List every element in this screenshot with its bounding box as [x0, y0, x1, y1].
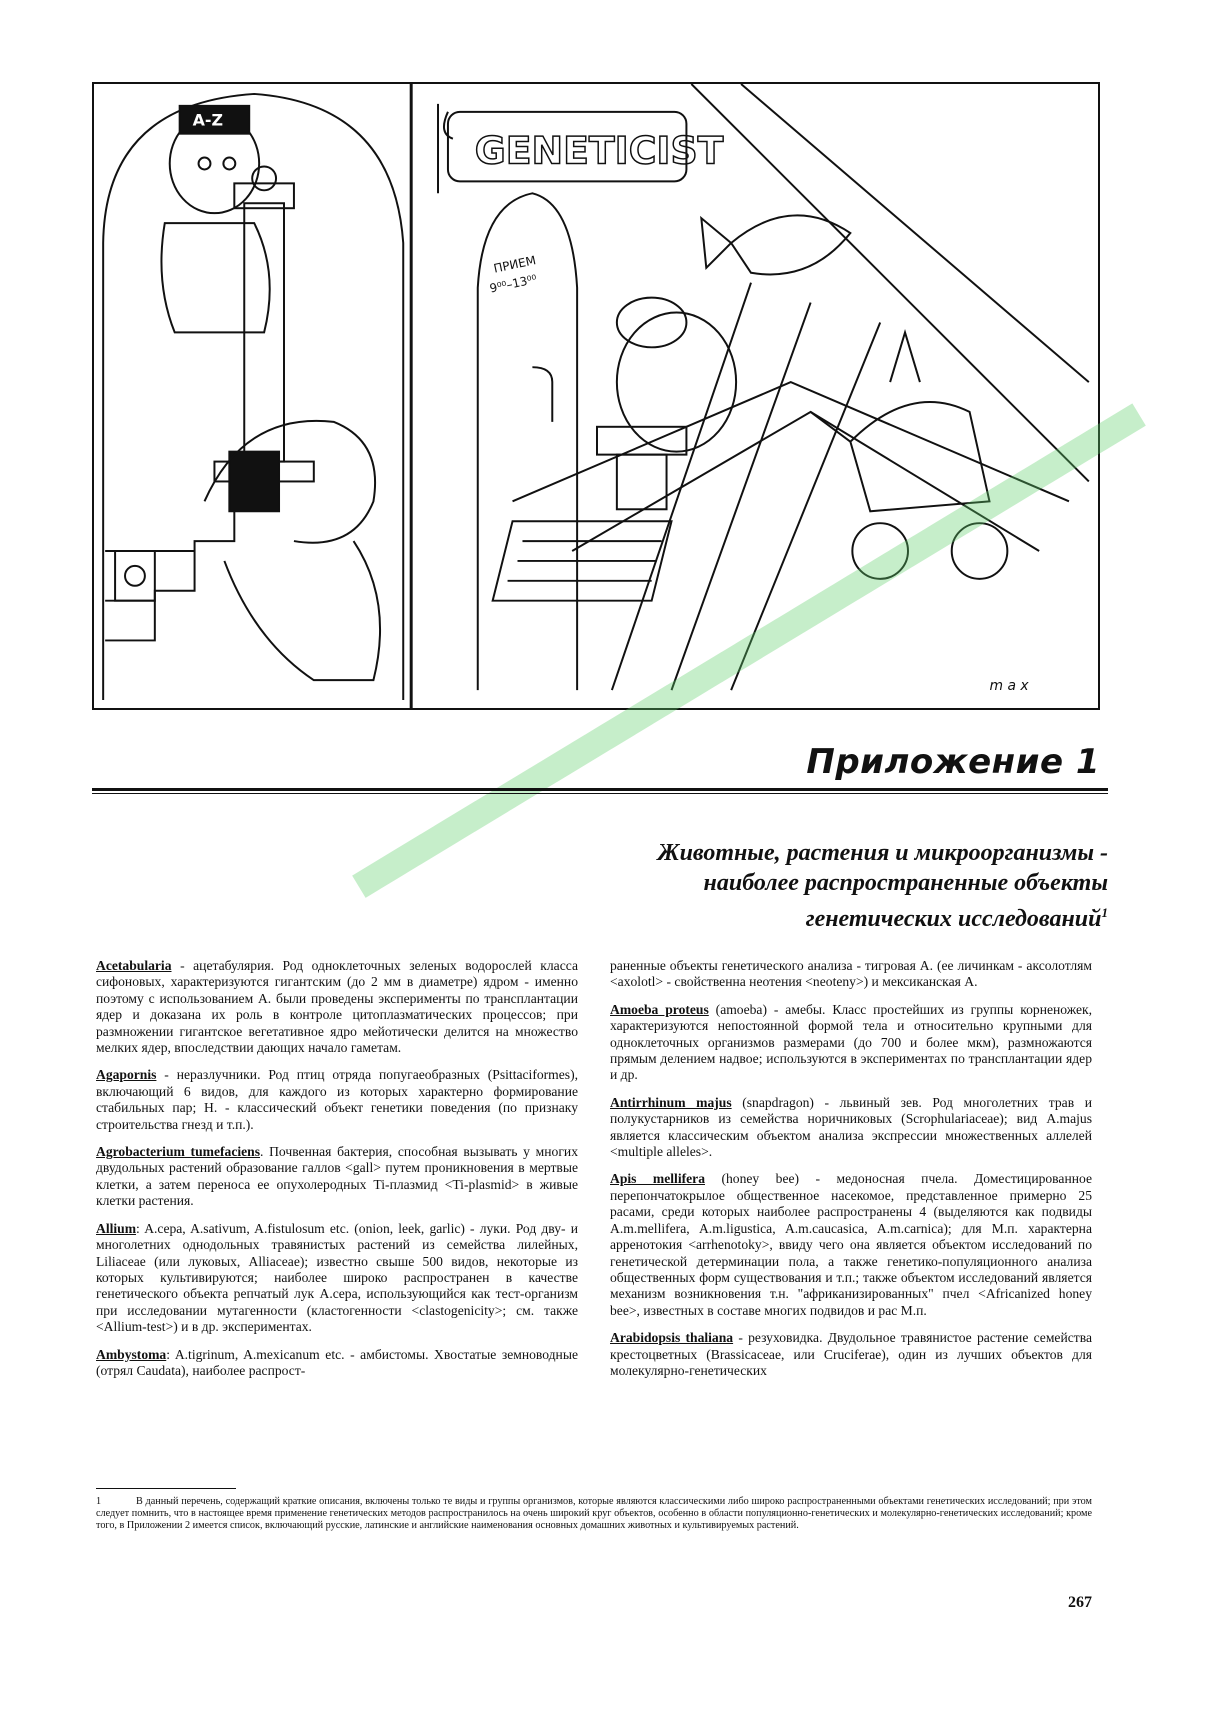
title-rule	[92, 788, 1108, 794]
left-column	[96, 958, 578, 1480]
footnote-text: В данный перечень, содержащий краткие описания, включены только те виды и группы организмов, которые являются классическими либо широко распространенными объектами генетических исследований; при этом следует помнить, что в настоящее время применение генетических методов распространилось на очень широкий круг объектов, особенно в области популяционно-генетических и молекулярно-генетических исследований; кроме того, в Приложении 2 имеется список, включающий русские, латинские и английские наименования основных домашних животных и культивируемых растений.	[96, 1496, 1092, 1532]
entry-term: Agrobacterium tumefaciens	[96, 1144, 261, 1160]
cartoon-illustration	[92, 82, 1100, 710]
entry-term: Ambystoma	[96, 1346, 167, 1362]
glossary-entry	[96, 958, 578, 1056]
entry-term: Arabidopsis thaliana	[610, 1330, 734, 1346]
glossary-entry	[610, 1002, 1092, 1084]
cartoon-drawing	[94, 84, 1098, 708]
glossary-columns	[96, 958, 1092, 1480]
door-sign-line2: 9⁰⁰–13⁰⁰	[488, 271, 539, 296]
entry-continuation: раненные объекты генетического анализа - тигровая А. (ее личинкам - аксолотлям <axolotl> - свойственна неотения <neoteny>) и мексиканская А.	[610, 958, 1092, 990]
glossary-entry	[610, 1330, 1092, 1379]
entry-text: . Почвенная бактерия, способная вызывать у многих двудольных растений образование галлов <gall> путем проникновения в мертвые клетки, а затем переноса ее опухолеродных Ti-плазмид <Ti-plasmid> в живые клетки растения.	[96, 1144, 578, 1209]
entry-term: Agapornis	[96, 1067, 157, 1083]
glossary-entry	[96, 1067, 578, 1133]
entry-term: Allium	[96, 1220, 137, 1236]
hat-text: A-Z	[192, 110, 223, 130]
glossary-entry	[96, 1144, 578, 1210]
entry-term: Amoeba proteus	[610, 1001, 709, 1017]
entry-text: (snapdragon) - львиный зев. Род многолетних трав и полукустарников из семейства норичниковых (Scrophulariaceae); вид A.majus является классическим объектом анализа экспрессии множественных аллелей <multiple alleles>.	[610, 1094, 1092, 1160]
entry-text: (honey bee) - медоносная пчела. Доместицированное перепончатокрылое общественное насекомое, представленное примерно 25 расами, среди которых наиболее распространены 4 (выделяются как подвиды A.m.mellifera, A.m.ligustica, A.m.caucasica, A.m.carnica); для М.п. характерна арренотокия <arrhenotoky>, ввиду чего она является объектом исследований по генетической детерминации пола, а также генетико-популяционного анализа общественных форм существования и т.п.; также объектом исследований является механизм возникновения т.н. "африканизированных" пчел <Africanized honey bee>, известных в составе многих подвидов и рас М.п.	[610, 1171, 1092, 1318]
artist-signature: m a x	[989, 678, 1029, 695]
footnote-mark: 1	[96, 1496, 102, 1507]
glossary-entry	[610, 1095, 1092, 1161]
footnote	[96, 1496, 1092, 1533]
entry-term: Acetabularia	[96, 958, 172, 973]
door-sign-line1: ПРИЕМ	[492, 253, 538, 276]
section-heading-line1: Животные, растения и микроорганизмы -	[657, 840, 1108, 866]
glossary-entry	[96, 1347, 578, 1380]
entry-text: : A.tigrinum, A.mexicanum etc. - амбистомы. Хвостатые земноводные (отрял Caudata), наиболее распрост-	[96, 1346, 578, 1378]
entry-term: Antirrhinum majus	[610, 1094, 732, 1110]
entry-term: Apis mellifera	[610, 1171, 705, 1187]
section-heading	[488, 838, 1108, 934]
geneticist-sign-text: GENETICIST	[474, 128, 724, 173]
entry-text: - резуховидка. Двудольное травянистое растение семейства крестоцветных (Brassicaceae, или Cruciferae), один из лучших объектов для молекулярно-генетических	[610, 1330, 1092, 1378]
section-heading-line3: генетических исследований	[805, 906, 1102, 932]
entry-text: (amoeba) - амебы. Класс простейших из группы корненожек, характеризуются непостоянной формой тела и относительно крупными для одноклеточных организмов размерами (до 700 и более мкм), размножаются прямым делением надвое; используются в экспериментах по трансплантации ядер и др.	[610, 1001, 1092, 1083]
page-number: 267	[1068, 1594, 1092, 1611]
glossary-entry	[610, 1171, 1092, 1319]
right-column	[610, 958, 1092, 1480]
footnote-ref: 1	[1101, 905, 1108, 920]
entry-text: - ацетабулярия. Род одноклеточных зеленых водорослей класса сифоновых, характеризуются гигантским (до 2 мм в диаметре) ядром - именно поэтому с использованием А. были проведены эксперименты по трансплантации ядер и доказана их роль в контроле цитоплазматических процессов; при размножении гигантское вегетативное ядро мейотически делится на множество мелких ядер, впоследствии дающих начало гаметам.	[96, 958, 578, 1056]
entry-text: : A.cepa, A.sativum, A.fistulosum etc. (onion, leek, garlic) - луки. Род дву- и многолетних однодольных травянистых растений из семейства лилейных, Liliaceae (или луковых, Alliaceae); известно свыше 500 видов, некоторые из которых культивируются; наиболее широко распространен в качестве генетического объекта репчатый лук A.cepa, использующийся как тест-организм при исследовании мутагенности (кластогенности <clastogenicity>; см. также <Allium-test>) и в др. экспериментах.	[96, 1220, 578, 1335]
entry-text: - неразлучники. Род птиц отряда попугаеобразных (Psittaciformes), включающий 6 видов, для каждого из которых характерно формирование стабильных пар; Н. - классический объект генетики поведения (по признаку строительства гнезд и т.п.).	[96, 1067, 578, 1132]
glossary-entry	[96, 1221, 578, 1336]
section-heading-line2: наиболее распространенные объекты	[703, 870, 1108, 896]
footnote-rule	[96, 1488, 236, 1489]
appendix-title: Приложение 1	[806, 742, 1100, 782]
